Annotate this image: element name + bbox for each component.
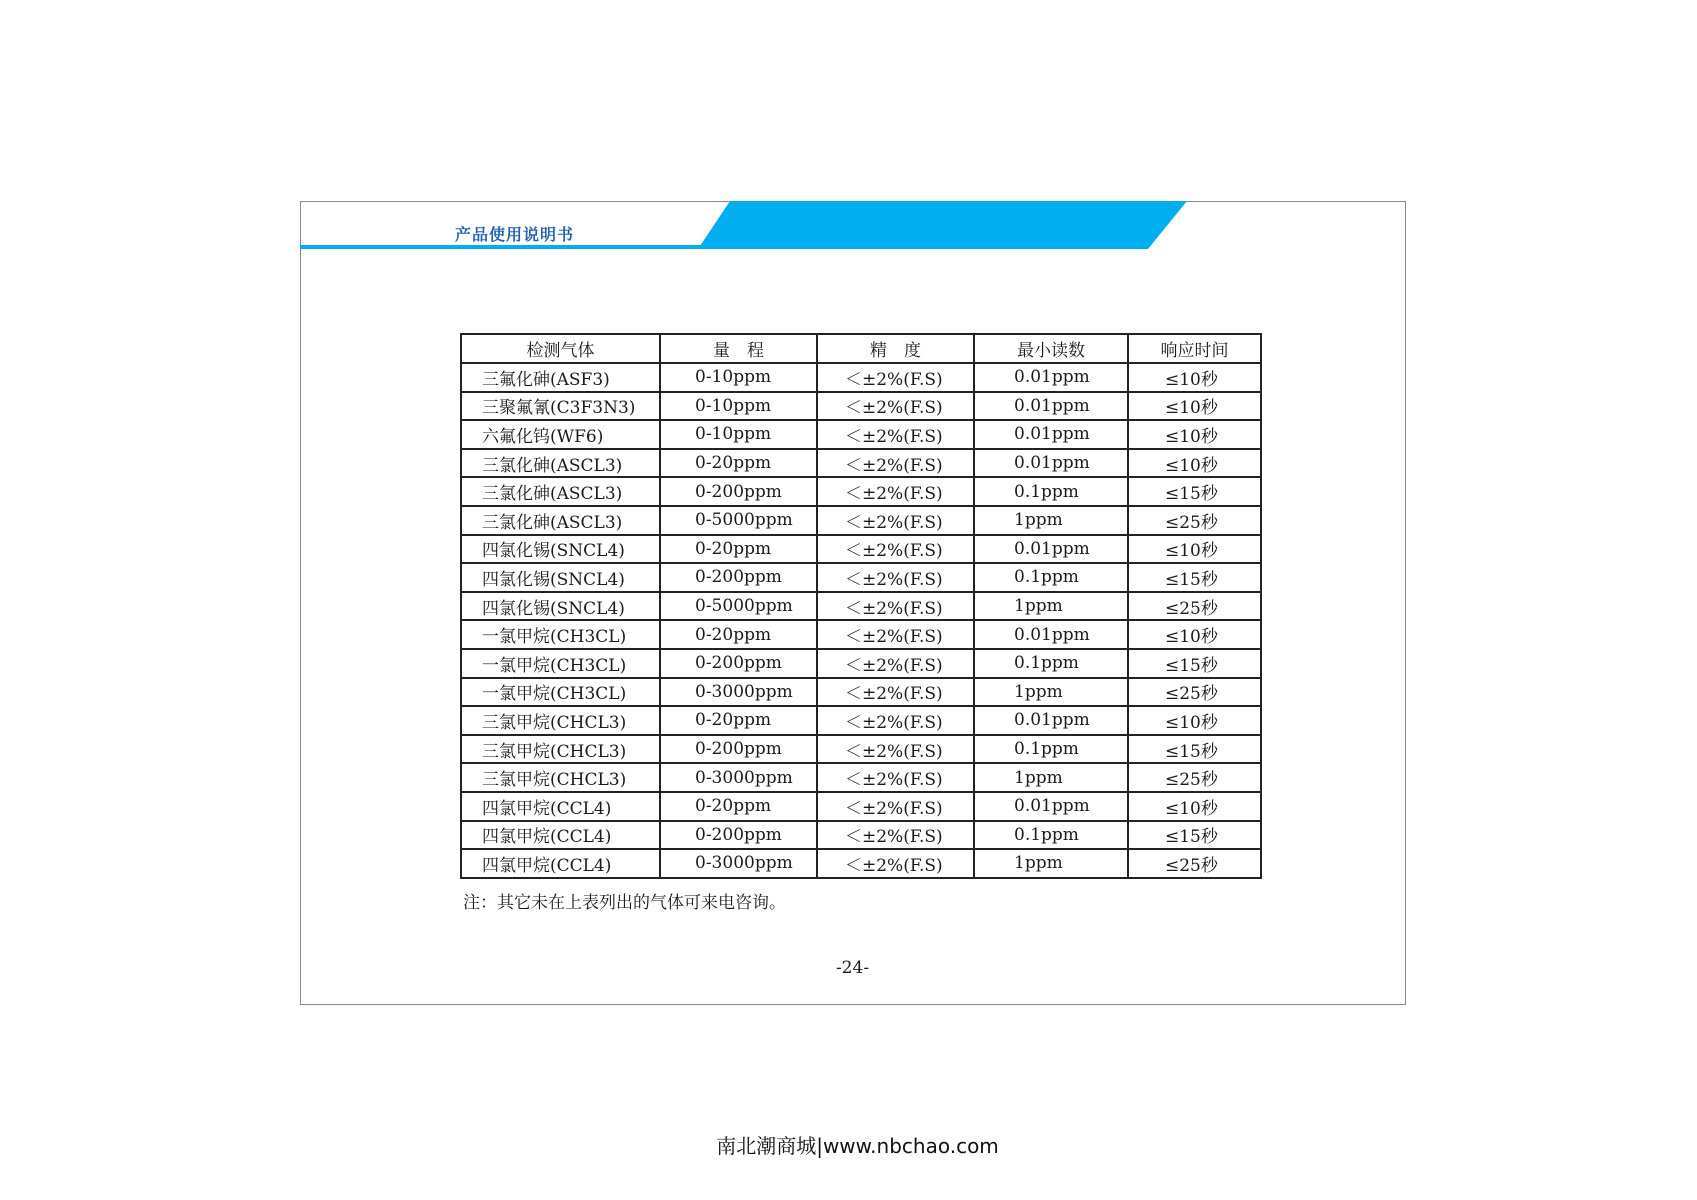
gas-name-cell: 三氯化砷(ASCL3): [461, 506, 660, 535]
accuracy-cell: ＜±2%(F.S): [817, 506, 974, 535]
gas-name-cell: 三氯甲烷(CHCL3): [461, 706, 660, 735]
accuracy-cell: ＜±2%(F.S): [817, 563, 974, 592]
range-cell: 0-20ppm: [660, 620, 817, 649]
min-reading-cell: 0.01ppm: [974, 392, 1128, 421]
table-row: [461, 592, 1261, 621]
table-header-row: [461, 334, 1261, 363]
min-reading-cell: 0.01ppm: [974, 363, 1128, 392]
table-row: [461, 821, 1261, 850]
gas-name-cell: 四氯甲烷(CCL4): [461, 792, 660, 821]
response-time-cell: ≤25秒: [1128, 592, 1261, 621]
min-reading-cell: 1ppm: [974, 678, 1128, 707]
accuracy-cell: ＜±2%(F.S): [817, 420, 974, 449]
response-time-cell: ≤10秒: [1128, 535, 1261, 564]
response-time-cell: ≤10秒: [1128, 792, 1261, 821]
gas-name-cell: 三聚氟氰(C3F3N3): [461, 392, 660, 421]
gas-name-cell: 三氟化砷(ASF3): [461, 363, 660, 392]
page-number: -24-: [835, 958, 870, 978]
response-time-cell: ≤15秒: [1128, 477, 1261, 506]
accuracy-cell: ＜±2%(F.S): [817, 763, 974, 792]
gas-name-cell: 三氯化砷(ASCL3): [461, 477, 660, 506]
response-time-cell: ≤10秒: [1128, 420, 1261, 449]
range-cell: 0-20ppm: [660, 535, 817, 564]
table-row: [461, 649, 1261, 678]
min-reading-cell: 0.1ppm: [974, 735, 1128, 764]
range-cell: 0-3000ppm: [660, 678, 817, 707]
table-row: [461, 506, 1261, 535]
table-row: [461, 563, 1261, 592]
gas-name-cell: 一氯甲烷(CH3CL): [461, 649, 660, 678]
manual-title: 产品使用说明书: [455, 225, 575, 244]
accuracy-cell: ＜±2%(F.S): [817, 535, 974, 564]
gas-name-cell: 六氟化钨(WF6): [461, 420, 660, 449]
range-cell: 0-20ppm: [660, 449, 817, 478]
table-row: [461, 620, 1261, 649]
table-row: [461, 792, 1261, 821]
gas-name-cell: 一氯甲烷(CH3CL): [461, 620, 660, 649]
response-time-cell: ≤25秒: [1128, 678, 1261, 707]
table-body: [461, 363, 1261, 878]
column-header-response-time: 响应时间: [1128, 334, 1261, 363]
min-reading-cell: 0.01ppm: [974, 706, 1128, 735]
response-time-cell: ≤15秒: [1128, 649, 1261, 678]
response-time-cell: ≤25秒: [1128, 849, 1261, 878]
accuracy-cell: ＜±2%(F.S): [817, 449, 974, 478]
min-reading-cell: 0.01ppm: [974, 535, 1128, 564]
table-row: [461, 678, 1261, 707]
gas-spec-table: [460, 333, 1262, 879]
gas-name-cell: 四氯化锡(SNCL4): [461, 563, 660, 592]
min-reading-cell: 0.01ppm: [974, 449, 1128, 478]
response-time-cell: ≤10秒: [1128, 706, 1261, 735]
response-time-cell: ≤10秒: [1128, 620, 1261, 649]
table-row: [461, 392, 1261, 421]
table-row: [461, 763, 1261, 792]
response-time-cell: ≤25秒: [1128, 763, 1261, 792]
gas-name-cell: 三氯甲烷(CHCL3): [461, 735, 660, 764]
response-time-cell: ≤10秒: [1128, 449, 1261, 478]
table-row: [461, 535, 1261, 564]
gas-name-cell: 四氯化锡(SNCL4): [461, 592, 660, 621]
min-reading-cell: 0.01ppm: [974, 420, 1128, 449]
table-note: 注：其它未在上表列出的气体可来电咨询。: [463, 893, 786, 913]
table-row: [461, 735, 1261, 764]
range-cell: 0-3000ppm: [660, 763, 817, 792]
range-cell: 0-10ppm: [660, 420, 817, 449]
column-header-accuracy: 精 度: [817, 334, 974, 363]
min-reading-cell: 0.1ppm: [974, 649, 1128, 678]
range-cell: 0-5000ppm: [660, 506, 817, 535]
accuracy-cell: ＜±2%(F.S): [817, 735, 974, 764]
range-cell: 0-200ppm: [660, 735, 817, 764]
min-reading-cell: 0.1ppm: [974, 477, 1128, 506]
range-cell: 0-200ppm: [660, 477, 817, 506]
range-cell: 0-3000ppm: [660, 849, 817, 878]
min-reading-cell: 0.1ppm: [974, 563, 1128, 592]
range-cell: 0-20ppm: [660, 706, 817, 735]
response-time-cell: ≤10秒: [1128, 392, 1261, 421]
gas-name-cell: 一氯甲烷(CH3CL): [461, 678, 660, 707]
table-row: [461, 706, 1261, 735]
site-watermark-text: 南北潮商城|www.nbchao.com: [716, 1134, 999, 1158]
range-cell: 0-20ppm: [660, 792, 817, 821]
table-row: [461, 849, 1261, 878]
gas-name-cell: 四氯甲烷(CCL4): [461, 849, 660, 878]
accuracy-cell: ＜±2%(F.S): [817, 849, 974, 878]
range-cell: 0-200ppm: [660, 563, 817, 592]
table-row: [461, 477, 1261, 506]
range-cell: 0-10ppm: [660, 392, 817, 421]
site-watermark: [0, 1130, 1697, 1159]
accuracy-cell: ＜±2%(F.S): [817, 706, 974, 735]
accuracy-cell: ＜±2%(F.S): [817, 649, 974, 678]
range-cell: 0-5000ppm: [660, 592, 817, 621]
accuracy-cell: ＜±2%(F.S): [817, 678, 974, 707]
accuracy-cell: ＜±2%(F.S): [817, 592, 974, 621]
range-cell: 0-200ppm: [660, 649, 817, 678]
min-reading-cell: 0.01ppm: [974, 792, 1128, 821]
gas-name-cell: 三氯甲烷(CHCL3): [461, 763, 660, 792]
accuracy-cell: ＜±2%(F.S): [817, 477, 974, 506]
accuracy-cell: ＜±2%(F.S): [817, 821, 974, 850]
gas-name-cell: 三氯化砷(ASCL3): [461, 449, 660, 478]
range-cell: 0-10ppm: [660, 363, 817, 392]
min-reading-cell: 1ppm: [974, 592, 1128, 621]
response-time-cell: ≤15秒: [1128, 735, 1261, 764]
table-row: [461, 449, 1261, 478]
min-reading-cell: 0.01ppm: [974, 620, 1128, 649]
table-row: [461, 420, 1261, 449]
range-cell: 0-200ppm: [660, 821, 817, 850]
response-time-cell: ≤25秒: [1128, 506, 1261, 535]
column-header-gas: 检测气体: [461, 334, 660, 363]
table-row: [461, 363, 1261, 392]
column-header-range: 量 程: [660, 334, 817, 363]
accuracy-cell: ＜±2%(F.S): [817, 363, 974, 392]
accuracy-cell: ＜±2%(F.S): [817, 620, 974, 649]
min-reading-cell: 0.1ppm: [974, 821, 1128, 850]
gas-name-cell: 四氯甲烷(CCL4): [461, 821, 660, 850]
response-time-cell: ≤15秒: [1128, 563, 1261, 592]
min-reading-cell: 1ppm: [974, 506, 1128, 535]
column-header-min-reading: 最小读数: [974, 334, 1128, 363]
response-time-cell: ≤10秒: [1128, 363, 1261, 392]
response-time-cell: ≤15秒: [1128, 821, 1261, 850]
accuracy-cell: ＜±2%(F.S): [817, 792, 974, 821]
accuracy-cell: ＜±2%(F.S): [817, 392, 974, 421]
min-reading-cell: 1ppm: [974, 763, 1128, 792]
min-reading-cell: 1ppm: [974, 849, 1128, 878]
gas-name-cell: 四氯化锡(SNCL4): [461, 535, 660, 564]
